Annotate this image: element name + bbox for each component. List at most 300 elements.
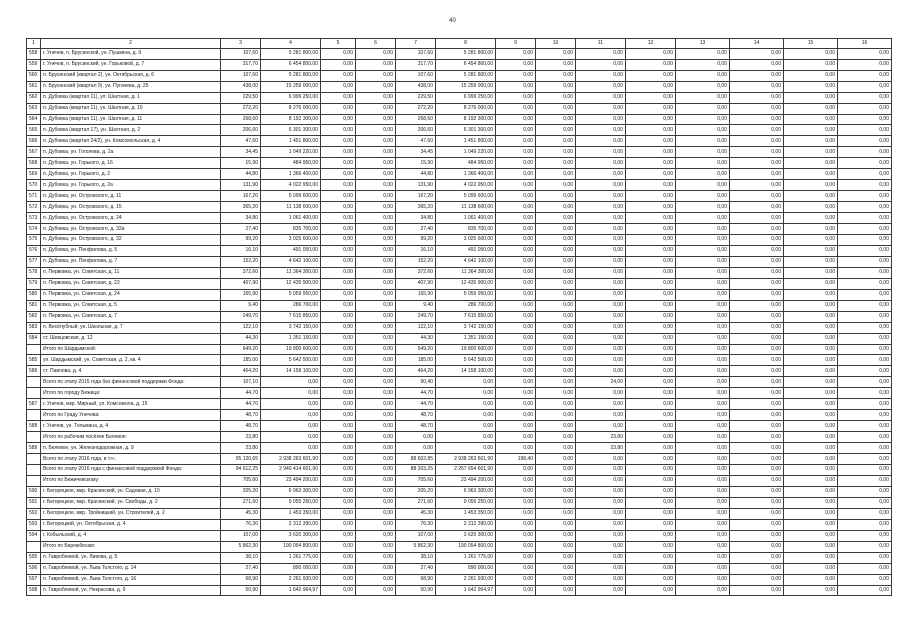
value-cell: 0,00 [626, 421, 676, 432]
value-cell: 0,00 [536, 519, 576, 530]
value-cell: 0,00 [676, 235, 730, 246]
row-number [27, 344, 41, 355]
value-cell: 0,00 [730, 114, 784, 125]
address-cell: Итого по Бежичевскому: [41, 475, 221, 486]
column-header: 15 [784, 39, 838, 49]
value-cell: 6 999 250,00 [261, 92, 321, 103]
value-cell: 206,60 [221, 125, 261, 136]
value-cell: 0,00 [730, 388, 784, 399]
value-cell: 0,00 [838, 432, 892, 443]
value-cell: 0,00 [784, 486, 838, 497]
address-cell: п. Первовка, ун. Советская, д. 24 [41, 289, 221, 300]
value-cell: 0,00 [784, 169, 838, 180]
value-cell: 0,00 [576, 300, 626, 311]
value-cell: 890 000,00 [436, 563, 496, 574]
value-cell: 0,00 [676, 475, 730, 486]
table-row [27, 245, 892, 256]
value-cell: 1 451 800,00 [261, 136, 321, 147]
value-cell: 0,00 [536, 278, 576, 289]
value-cell: 464,20 [221, 366, 261, 377]
value-cell: 0,00 [321, 443, 356, 454]
value-cell: 0,00 [838, 377, 892, 388]
value-cell: 14 158 100,00 [436, 366, 496, 377]
value-cell: 0,00 [626, 399, 676, 410]
value-cell: 0,00 [321, 322, 356, 333]
row-number: 566 [27, 136, 41, 147]
value-cell: 1 261 775,00 [261, 552, 321, 563]
value-cell: 0,00 [676, 169, 730, 180]
value-cell: 0,00 [676, 70, 730, 81]
value-cell: 0,00 [576, 563, 626, 574]
value-cell: 0,00 [730, 366, 784, 377]
value-cell: 3 742 150,00 [261, 322, 321, 333]
value-cell: 0,00 [626, 410, 676, 421]
value-cell: 0,00 [838, 388, 892, 399]
address-cell: п. Дубовка (квартал 24/2), ун. Комсомольская, д. 4 [41, 136, 221, 147]
value-cell: 5 281 800,00 [261, 48, 321, 59]
subtotal-row [27, 377, 892, 388]
value-cell: 3 025 600,00 [261, 235, 321, 246]
value-cell: 0,00 [676, 465, 730, 476]
address-cell: Итого по Граду Унечова: [41, 410, 221, 421]
value-cell: 8 276 000,00 [261, 103, 321, 114]
address-cell: Итого по рабочим посёлке Белевое: [41, 432, 221, 443]
value-cell: 0,00 [730, 322, 784, 333]
value-cell: 2 312 390,00 [436, 519, 496, 530]
value-cell: 8 192 300,00 [261, 114, 321, 125]
value-cell: 0,00 [838, 497, 892, 508]
value-cell: 0,00 [576, 180, 626, 191]
column-header: 9 [496, 39, 536, 49]
value-cell: 0,00 [356, 366, 396, 377]
value-cell: 249,70 [396, 311, 436, 322]
value-cell: 0,00 [321, 136, 356, 147]
value-cell: 0,00 [576, 519, 626, 530]
value-cell: 272,20 [221, 103, 261, 114]
value-cell: 0,00 [676, 344, 730, 355]
value-cell: 0,00 [321, 125, 356, 136]
value-cell: 6 999 250,00 [436, 92, 496, 103]
value-cell: 0,00 [536, 322, 576, 333]
value-cell: 0,00 [321, 103, 356, 114]
column-header: 12 [626, 39, 676, 49]
value-cell: 0,00 [496, 377, 536, 388]
value-cell: 365,20 [221, 202, 261, 213]
value-cell: 0,00 [676, 497, 730, 508]
value-cell: 0,00 [536, 136, 576, 147]
value-cell: 0,00 [321, 410, 356, 421]
value-cell: 0,00 [626, 465, 676, 476]
table-row [27, 169, 892, 180]
row-number: 563 [27, 103, 41, 114]
value-cell: 268,60 [221, 114, 261, 125]
value-cell: 0,00 [321, 267, 356, 278]
value-cell: 0,00 [536, 563, 576, 574]
value-cell: 0,00 [321, 311, 356, 322]
value-cell: 0,00 [496, 552, 536, 563]
value-cell: 0,00 [784, 432, 838, 443]
column-header: 1 [27, 39, 41, 49]
value-cell: 0,00 [676, 421, 730, 432]
address-cell: п. Весёлубный, ун. Школьная, д. 7 [41, 322, 221, 333]
value-cell: 50,90 [221, 585, 261, 596]
value-cell: 0,00 [676, 355, 730, 366]
value-cell: 249,70 [221, 311, 261, 322]
value-cell: 0,00 [536, 377, 576, 388]
value-cell: 0,00 [576, 289, 626, 300]
table-row [27, 136, 892, 147]
value-cell: 0,00 [321, 541, 356, 552]
value-cell: 0,00 [626, 289, 676, 300]
value-cell: 0,00 [321, 552, 356, 563]
value-cell: 0,00 [676, 563, 730, 574]
value-cell: 0,00 [784, 256, 838, 267]
value-cell: 0,00 [838, 92, 892, 103]
value-cell: 0,00 [496, 245, 536, 256]
value-cell: 0,00 [536, 92, 576, 103]
value-cell: 0,00 [784, 235, 838, 246]
value-cell: 0,00 [356, 103, 396, 114]
value-cell: 1 451 800,00 [436, 136, 496, 147]
value-cell: 0,00 [784, 344, 838, 355]
value-cell: 48,70 [396, 421, 436, 432]
value-cell: 0,00 [784, 59, 838, 70]
value-cell: 0,00 [838, 267, 892, 278]
value-cell: 0,00 [676, 136, 730, 147]
value-cell: 0,00 [730, 344, 784, 355]
row-number: 593 [27, 519, 41, 530]
value-cell: 0,00 [730, 180, 784, 191]
value-cell: 0,00 [436, 388, 496, 399]
value-cell: 0,00 [536, 355, 576, 366]
value-cell: 15,90 [221, 158, 261, 169]
value-cell: 23 494 200,00 [436, 475, 496, 486]
table-row [27, 114, 892, 125]
value-cell: 8 276 000,00 [436, 103, 496, 114]
table-row [27, 311, 892, 322]
value-cell: 0,00 [321, 169, 356, 180]
value-cell: 0,00 [496, 114, 536, 125]
value-cell: 0,00 [730, 169, 784, 180]
value-cell: 0,00 [730, 399, 784, 410]
value-cell: 0,00 [784, 191, 838, 202]
value-cell: 205,20 [396, 486, 436, 497]
value-cell: 165,90 [396, 289, 436, 300]
value-cell: 0,00 [496, 333, 536, 344]
value-cell: 0,00 [784, 333, 838, 344]
table-header [27, 39, 892, 49]
value-cell: 44,70 [396, 388, 436, 399]
value-cell: 0,00 [321, 300, 356, 311]
value-cell: 0,00 [730, 465, 784, 476]
address-cell: п. Дубовка, ун. Пенфилова, д. 7 [41, 256, 221, 267]
value-cell: 0,00 [676, 443, 730, 454]
value-cell: 6 963 300,00 [436, 486, 496, 497]
value-cell: 167,20 [396, 191, 436, 202]
value-cell: 5 862,30 [396, 541, 436, 552]
value-cell: 372,60 [221, 267, 261, 278]
value-cell: 0,00 [838, 541, 892, 552]
value-cell: 99,20 [396, 235, 436, 246]
value-cell: 5 059 950,00 [436, 289, 496, 300]
value-cell: 0,00 [784, 454, 838, 465]
row-number: 585 [27, 355, 41, 366]
value-cell: 0,00 [321, 475, 356, 486]
value-cell: 0,00 [784, 541, 838, 552]
value-cell: 0,00 [536, 114, 576, 125]
value-cell: 5 642 500,00 [261, 355, 321, 366]
value-cell: 0,00 [730, 202, 784, 213]
column-header: 4 [261, 39, 321, 49]
value-cell: 0,00 [576, 344, 626, 355]
value-cell: 0,00 [626, 180, 676, 191]
value-cell: 0,00 [784, 114, 838, 125]
value-cell: 229,50 [396, 92, 436, 103]
value-cell: 0,00 [676, 388, 730, 399]
address-cell: п. Дубовка, ун. Островского, д. 24 [41, 213, 221, 224]
value-cell: 14 158 100,00 [261, 366, 321, 377]
value-cell: 0,00 [356, 530, 396, 541]
value-cell: 0,00 [576, 114, 626, 125]
table-row [27, 399, 892, 410]
value-cell: 90,40 [396, 377, 436, 388]
value-cell: 0,00 [626, 486, 676, 497]
value-cell: 0,00 [496, 497, 536, 508]
row-number: 578 [27, 267, 41, 278]
value-cell: 3 620 300,00 [436, 530, 496, 541]
value-cell: 0,00 [730, 147, 784, 158]
value-cell: 0,00 [576, 508, 626, 519]
value-cell: 5 099 600,00 [436, 191, 496, 202]
value-cell: 0,00 [321, 585, 356, 596]
address-cell: п. Дубовка, ун. Островского, д. 32 [41, 235, 221, 246]
value-cell: 464,20 [396, 366, 436, 377]
address-cell: п. Первовка, ун. Советская, д. 7 [41, 311, 221, 322]
value-cell: 0,00 [838, 48, 892, 59]
value-cell: 11 364 300,00 [436, 267, 496, 278]
value-cell: 0,00 [730, 443, 784, 454]
row-number [27, 454, 41, 465]
row-number: 561 [27, 81, 41, 92]
value-cell: 0,00 [356, 519, 396, 530]
value-cell: 0,00 [576, 147, 626, 158]
value-cell: 107,00 [396, 530, 436, 541]
value-cell: 0,00 [730, 191, 784, 202]
value-cell: 0,00 [496, 191, 536, 202]
value-cell: 0,00 [626, 235, 676, 246]
value-cell: 0,00 [321, 486, 356, 497]
value-cell: 198,40 [496, 454, 536, 465]
column-number-row [27, 39, 892, 49]
value-cell: 0,00 [261, 388, 321, 399]
value-cell: 0,00 [576, 125, 626, 136]
value-cell: 0,00 [496, 267, 536, 278]
value-cell: 0,00 [396, 432, 436, 443]
value-cell: 0,00 [261, 399, 321, 410]
value-cell: 76,30 [396, 519, 436, 530]
value-cell: 5 642 500,00 [436, 355, 496, 366]
value-cell: 0,00 [576, 70, 626, 81]
value-cell: 0,00 [536, 70, 576, 81]
value-cell: 0,00 [626, 224, 676, 235]
value-cell: 0,00 [536, 256, 576, 267]
value-cell: 0,00 [676, 432, 730, 443]
value-cell: 0,00 [496, 48, 536, 59]
row-number: 579 [27, 278, 41, 289]
value-cell: 0,00 [838, 191, 892, 202]
value-cell: 0,00 [676, 147, 730, 158]
address-cell: п. Дубовка, ун. Островского, д. 32а [41, 224, 221, 235]
value-cell: 0,00 [536, 486, 576, 497]
row-number: 569 [27, 169, 41, 180]
value-cell: 1 642 964,97 [436, 585, 496, 596]
value-cell: 0,00 [496, 475, 536, 486]
value-cell: 1 351 150,00 [261, 333, 321, 344]
value-cell: 0,00 [321, 563, 356, 574]
value-cell: 0,00 [676, 245, 730, 256]
value-cell: 0,00 [496, 147, 536, 158]
address-cell: п. Белевое, ун. Железнодорожная, д. 9 [41, 443, 221, 454]
value-cell: 0,00 [784, 366, 838, 377]
value-cell: 0,00 [676, 410, 730, 421]
table-row [27, 103, 892, 114]
value-cell: 7 615 850,00 [261, 311, 321, 322]
value-cell: 0,00 [436, 443, 496, 454]
value-cell: 5 862,30 [221, 541, 261, 552]
value-cell: 0,00 [626, 92, 676, 103]
value-cell: 5 281 800,00 [261, 70, 321, 81]
value-cell: 0,00 [838, 322, 892, 333]
value-cell: 0,00 [356, 432, 396, 443]
value-cell: 0,00 [321, 48, 356, 59]
value-cell: 0,00 [626, 475, 676, 486]
value-cell: 0,00 [321, 574, 356, 585]
value-cell: 0,00 [838, 278, 892, 289]
address-cell: п. Гавроблевой, ун. Некрасова, д. 9 [41, 585, 221, 596]
value-cell: 0,00 [356, 322, 396, 333]
value-cell: 11 138 600,00 [261, 202, 321, 213]
value-cell: 0,00 [356, 213, 396, 224]
value-cell: 0,00 [576, 267, 626, 278]
value-cell: 0,00 [784, 158, 838, 169]
value-cell: 0,00 [576, 410, 626, 421]
value-cell: 0,00 [356, 454, 396, 465]
value-cell: 0,00 [676, 59, 730, 70]
value-cell: 491 050,00 [261, 245, 321, 256]
value-cell: 0,00 [730, 410, 784, 421]
value-cell: 0,00 [626, 245, 676, 256]
value-cell: 0,00 [536, 497, 576, 508]
value-cell: 0,00 [784, 103, 838, 114]
value-cell: 0,00 [676, 454, 730, 465]
value-cell: 0,00 [676, 300, 730, 311]
subtotal-row [27, 454, 892, 465]
value-cell: 0,00 [496, 563, 536, 574]
value-cell: 0,00 [321, 81, 356, 92]
value-cell: 705,60 [221, 475, 261, 486]
value-cell: 0,00 [356, 399, 396, 410]
value-cell: 0,00 [626, 563, 676, 574]
row-number: 588 [27, 421, 41, 432]
value-cell: 835 700,00 [436, 224, 496, 235]
value-cell: 0,00 [536, 432, 576, 443]
table-row [27, 158, 892, 169]
value-cell: 286 700,00 [261, 300, 321, 311]
address-cell: п. Первовка, ун. Советская, д. 5 [41, 300, 221, 311]
value-cell: 0,00 [436, 399, 496, 410]
value-cell: 0,00 [321, 333, 356, 344]
table-row [27, 574, 892, 585]
value-cell: 1 366 400,00 [261, 169, 321, 180]
address-cell: п. Брусинский (квартал 2), ун. Октябрьская, д. 6 [41, 70, 221, 81]
value-cell: 0,00 [356, 475, 396, 486]
value-cell: 0,00 [321, 519, 356, 530]
value-cell: 47,60 [396, 136, 436, 147]
value-cell: 4 642 100,00 [261, 256, 321, 267]
value-cell: 0,00 [321, 355, 356, 366]
value-cell: 0,00 [496, 519, 536, 530]
value-cell: 0,00 [676, 366, 730, 377]
value-cell: 0,00 [626, 70, 676, 81]
value-cell: 0,00 [676, 213, 730, 224]
value-cell: 0,00 [321, 213, 356, 224]
value-cell: 0,00 [356, 497, 396, 508]
value-cell: 0,00 [436, 410, 496, 421]
value-cell: 190 054 800,00 [261, 541, 321, 552]
value-cell: 0,00 [730, 300, 784, 311]
value-cell: 152,20 [396, 256, 436, 267]
value-cell: 0,00 [356, 191, 396, 202]
value-cell: 4 022 950,00 [436, 180, 496, 191]
table-row [27, 235, 892, 246]
column-header: 10 [536, 39, 576, 49]
value-cell: 0,00 [784, 355, 838, 366]
value-cell: 0,00 [784, 300, 838, 311]
value-cell: 0,00 [496, 70, 536, 81]
value-cell: 0,00 [536, 202, 576, 213]
value-cell: 271,60 [221, 497, 261, 508]
value-cell: 0,00 [730, 311, 784, 322]
value-cell: 0,00 [626, 366, 676, 377]
value-cell: 6 301 300,00 [261, 125, 321, 136]
value-cell: 1 061 400,00 [436, 213, 496, 224]
value-cell: 0,00 [838, 399, 892, 410]
value-cell: 34,80 [396, 213, 436, 224]
value-cell: 0,00 [536, 585, 576, 596]
value-cell: 6 301 300,00 [436, 125, 496, 136]
value-cell: 0,00 [838, 530, 892, 541]
value-cell: 0,00 [626, 300, 676, 311]
value-cell: 23,80 [576, 432, 626, 443]
value-cell: 19 800 600,00 [261, 344, 321, 355]
address-cell: п. Брусинский (квартал 9), ун. Пугачева, д. 25 [41, 81, 221, 92]
table-row [27, 366, 892, 377]
value-cell: 0,00 [356, 355, 396, 366]
value-cell: 0,00 [321, 432, 356, 443]
value-cell: 0,00 [626, 278, 676, 289]
table-row [27, 70, 892, 81]
value-cell: 0,00 [626, 443, 676, 454]
value-cell: 0,00 [576, 158, 626, 169]
value-cell: 44,70 [221, 399, 261, 410]
value-cell: 0,00 [784, 574, 838, 585]
value-cell: 0,00 [676, 519, 730, 530]
table-row [27, 256, 892, 267]
table-row [27, 552, 892, 563]
value-cell: 0,00 [730, 256, 784, 267]
table-row [27, 191, 892, 202]
value-cell: 0,00 [576, 256, 626, 267]
